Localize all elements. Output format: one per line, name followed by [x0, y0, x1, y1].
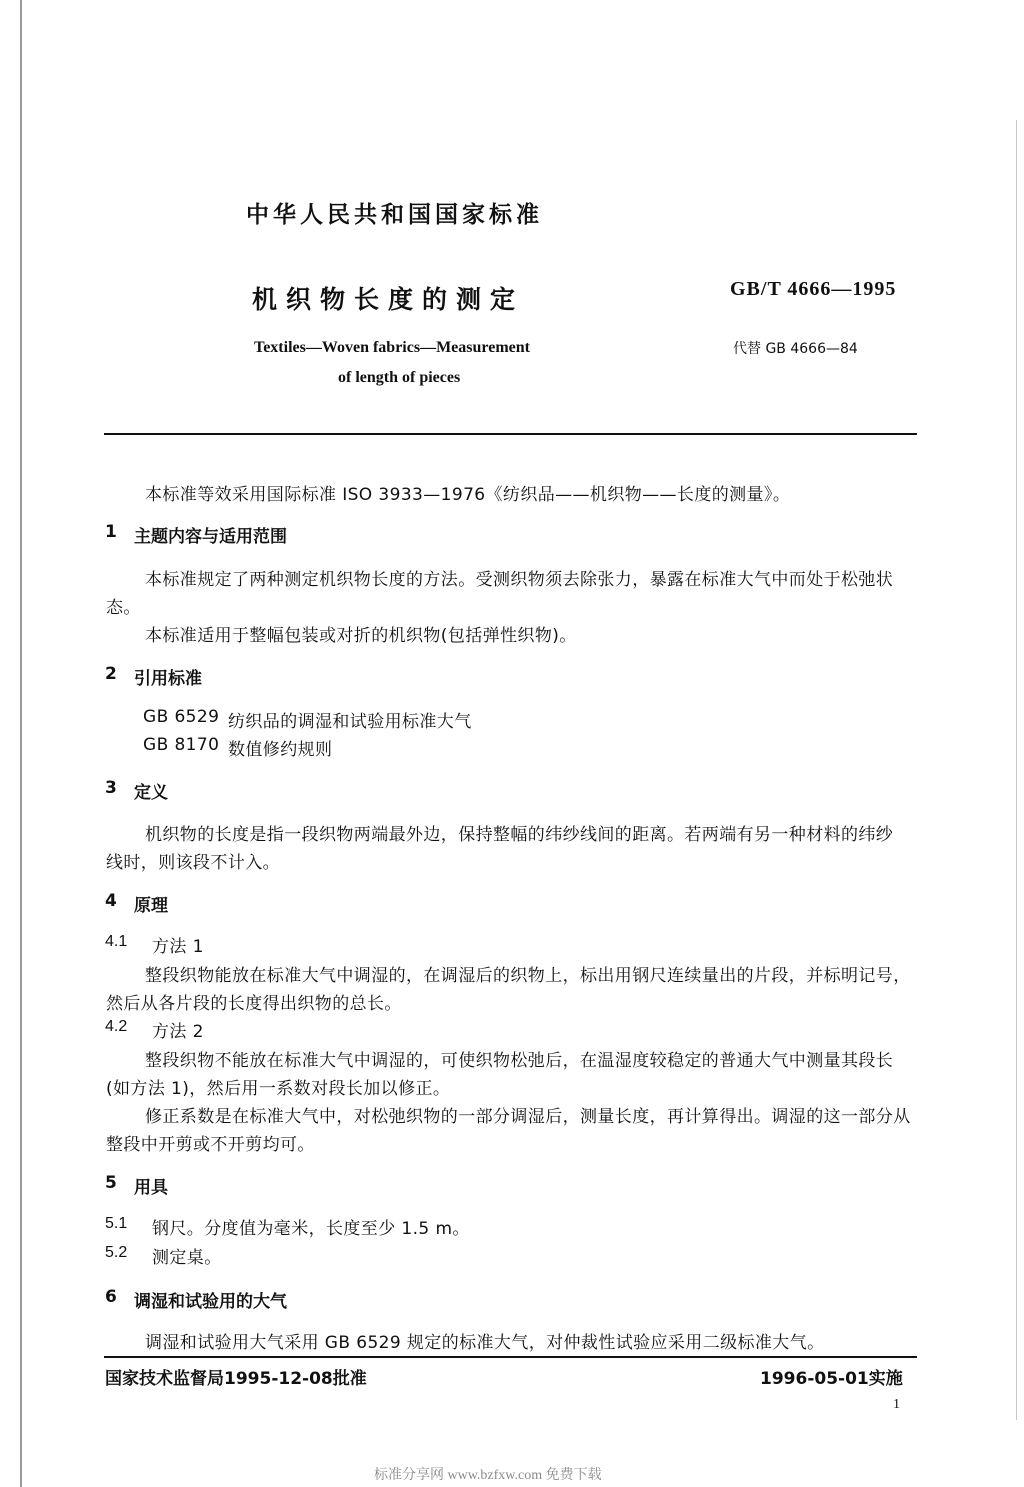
section-4-title: 原理 — [134, 896, 168, 916]
intro-paragraph: 本标准等效采用国际标准 ISO 3933—1976《纺织品——机织物——长度的测量》。 — [145, 485, 791, 505]
section-3-title: 定义 — [134, 783, 168, 803]
section-4-number: 4 — [105, 891, 117, 911]
page-number: 1 — [893, 1397, 900, 1412]
subsection-4-2-line-4: 整段中开剪或不开剪均可。 — [106, 1135, 315, 1155]
section-1-paragraph-2: 本标准适用于整幅包装或对折的机织物(包括弹性织物)。 — [145, 626, 577, 646]
subsection-4-2-line-2: (如方法 1)，然后用一系数对段长加以修正。 — [106, 1079, 451, 1099]
english-title-line1: Textiles—Woven fabrics—Measurement — [254, 339, 530, 356]
replaces-standard: 代替 GB 4666—84 — [733, 341, 858, 357]
section-2-title: 引用标准 — [134, 669, 202, 689]
section-2-number: 2 — [105, 664, 117, 684]
section-1-paragraph-1-line-1: 本标准规定了两种测定机织物长度的方法。受测织物须去除张力，暴露在标准大气中而处于松弛状 — [145, 570, 894, 590]
subsection-4-2-title: 方法 2 — [152, 1022, 204, 1042]
section-1-paragraph-1-line-2: 态。 — [106, 598, 141, 618]
section-6-number: 6 — [105, 1287, 117, 1307]
subsection-4-1-line-2: 然后从各片段的长度得出织物的总长。 — [106, 994, 402, 1014]
item-5-2-number: 5.2 — [105, 1244, 128, 1261]
watermark-text: 标准分享网 www.bzfxw.com 免费下载 — [374, 1468, 602, 1483]
subsection-4-2-line-3: 修正系数是在标准大气中，对松弛织物的一部分调湿后，测量长度，再计算得出。调湿的这一部分从 — [145, 1107, 911, 1127]
item-5-2-text: 测定桌。 — [152, 1248, 222, 1268]
reference-1-name: 纺织品的调湿和试验用标准大气 — [228, 712, 472, 732]
subsection-4-1-title: 方法 1 — [152, 937, 204, 957]
section-3-paragraph-line-1: 机织物的长度是指一段织物两端最外边，保持整幅的纬纱线间的距离。若两端有另一种材料的纬纱 — [145, 825, 894, 845]
reference-1-code: GB 6529 — [143, 707, 220, 727]
item-5-1-number: 5.1 — [105, 1215, 128, 1232]
subsection-4-1-number: 4.1 — [105, 933, 128, 950]
scan-edge-right — [1016, 120, 1017, 1420]
section-1-title: 主题内容与适用范围 — [134, 527, 287, 547]
section-1-number: 1 — [105, 522, 117, 542]
english-title-line2: of length of pieces — [338, 369, 461, 386]
section-6-title: 调湿和试验用的大气 — [134, 1292, 287, 1312]
header-rule — [104, 433, 917, 435]
reference-2-code: GB 8170 — [143, 735, 220, 755]
section-3-number: 3 — [105, 778, 117, 798]
standard-code: GB/T 4666—1995 — [730, 278, 897, 300]
item-5-1-text: 钢尺。分度值为毫米，长度至少 1.5 m。 — [152, 1219, 470, 1239]
reference-2-name: 数值修约规则 — [228, 740, 333, 760]
approval-statement: 国家技术监督局1995-12-08批准 — [105, 1369, 367, 1389]
subsection-4-2-number: 4.2 — [105, 1018, 128, 1035]
subsection-4-1-line-1: 整段织物能放在标准大气中调湿的，在调湿后的织物上，标出用钢尺连续量出的片段，并标明记号， — [145, 966, 911, 986]
subsection-4-2-line-1: 整段织物不能放在标准大气中调湿的，可使织物松弛后，在温湿度较稳定的普通大气中测量其段长 — [145, 1051, 894, 1071]
section-5-number: 5 — [105, 1173, 117, 1193]
national-standard-heading: 中华人民共和国国家标准 — [246, 202, 543, 228]
effective-date: 1996-05-01实施 — [760, 1369, 903, 1389]
document-title: 机织物长度的测定 — [252, 285, 525, 314]
scan-edge-left — [20, 0, 22, 1487]
section-5-title: 用具 — [134, 1178, 168, 1198]
section-3-paragraph-line-2: 线时，则该段不计入。 — [106, 853, 280, 873]
section-6-paragraph: 调湿和试验用大气采用 GB 6529 规定的标准大气，对仲裁性试验应采用二级标准大气。 — [145, 1333, 825, 1353]
footer-rule — [104, 1356, 917, 1358]
